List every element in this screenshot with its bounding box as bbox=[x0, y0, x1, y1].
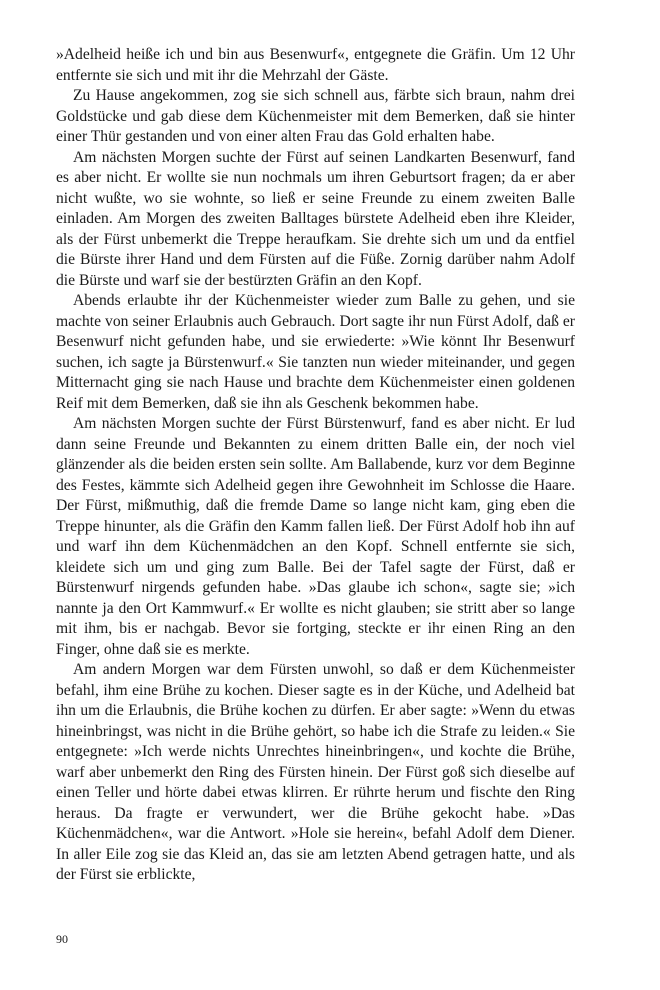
paragraph: Abends erlaubte ihr der Küchenmeister wieder zum Balle zu gehen, und sie machte von seiner Erlaubnis auch Gebrauch. Dort sagte ihr nun Fürst Adolf, daß er Besenwurf nicht gefunden habe, und sie erwiederte: »Wie könnt Ihr Besenwurf suchen, ich sagte ja Bürstenwurf.« Sie tanzten nun wieder miteinander, und gegen Mitternacht ging sie nach Hause und brachte dem Küchenmeister einen goldenen Reif mit dem Bemerken, daß sie ihn als Geschenk bekommen habe. bbox=[56, 292, 575, 412]
paragraph: Am nächsten Morgen suchte der Fürst Bürstenwurf, fand es aber nicht. Er lud dann seine Freunde und Bekannten zu einem dritten Balle ein, der noch viel glänzender als die beiden ersten sein sollte. Am Ballabende, kurz vor dem Beginne des Festes, kämmte sich Adelheid gegen ihre Gewohnheit im Schlosse die Haare. Der Fürst, mißmuthig, daß die fremde Dame so lange nicht kam, ging eben die Treppe hinunter, als die Gräfin den Kamm fallen ließ. Der Fürst Adolf hob ihn auf und warf ihn dem Küchenmädchen an den Kopf. Schnell entfernte sie sich, kleidete sich um und ging zum Balle. Bei der Tafel sagte der Fürst, daß er Bürstenwurf nirgends gefunden habe. »Das glaube ich schon«, sagte sie; »ich nannte ja den Ort Kammwurf.« Er wollte es nicht glauben; sie stritt aber so lange mit ihm, bis er nachgab. Bevor sie fortging, steckte er ihr einen Ring an den Finger, ohne daß sie es merkte. bbox=[56, 415, 575, 658]
paragraph: Am nächsten Morgen suchte der Fürst auf seinen Landkarten Besenwurf, fand es aber nicht. Er wollte sie nun nochmals um ihren Geburtsort fragen; da er aber nicht wußte, wo sie wohnte, so ließ er seine Freunde zu einem zweiten Balle einladen. Am Morgen des zweiten Balltages bürstete Adelheid eben ihre Kleider, als der Fürst unbemerkt die Treppe heraufkam. Sie drehte sich um und da entfiel die Bürste ihrer Hand und dem Fürsten auf die Füße. Zornig darüber nahm Adolf die Bürste und warf sie der bestürzten Gräfin an den Kopf. bbox=[56, 148, 575, 289]
paragraph: »Adelheid heiße ich und bin aus Besenwurf«, entgegnete die Gräfin. Um 12 Uhr entfernte sie sich und mit ihr die Mehrzahl der Gäste. bbox=[56, 46, 575, 84]
paragraph: Zu Hause angekommen, zog sie sich schnell aus, färbte sich braun, nahm drei Goldstücke und gab diese dem Küchenmeister mit dem Bemerken, daß sie hinter einer Thür gestanden und von einer alten Frau das Gold erhalten habe. bbox=[56, 87, 575, 145]
body-text bbox=[56, 45, 575, 886]
paragraph: Am andern Morgen war dem Fürsten unwohl, so daß er dem Küchenmeister befahl, ihm eine Brühe zu kochen. Dieser sagte es in der Küche, und Adelheid bat ihn um die Erlaubnis, die Brühe kochen zu dürfen. Er aber sagte: »Wenn du etwas hineinbringst, was nicht in die Brühe gehört, so habe ich die Strafe zu leiden.« Sie entgegnete: »Ich werde nichts Unrechtes hineinbringen«, und kochte die Brühe, warf aber unbemerkt den Ring des Fürsten hinein. Der Fürst goß sich dieselbe auf einen Teller und hörte dabei etwas klirren. Er rührte herum und fischte den Ring heraus. Da fragte er verwundert, wer die Brühe gekocht habe. »Das Küchenmädchen«, war die Antwort. »Hole sie herein«, befahl Adolf dem Diener. In aller Eile zog sie das Kleid an, das sie am letzten Abend getragen hatte, und als der Fürst sie erblickte, bbox=[56, 661, 575, 883]
page-number: 90 bbox=[56, 932, 68, 946]
